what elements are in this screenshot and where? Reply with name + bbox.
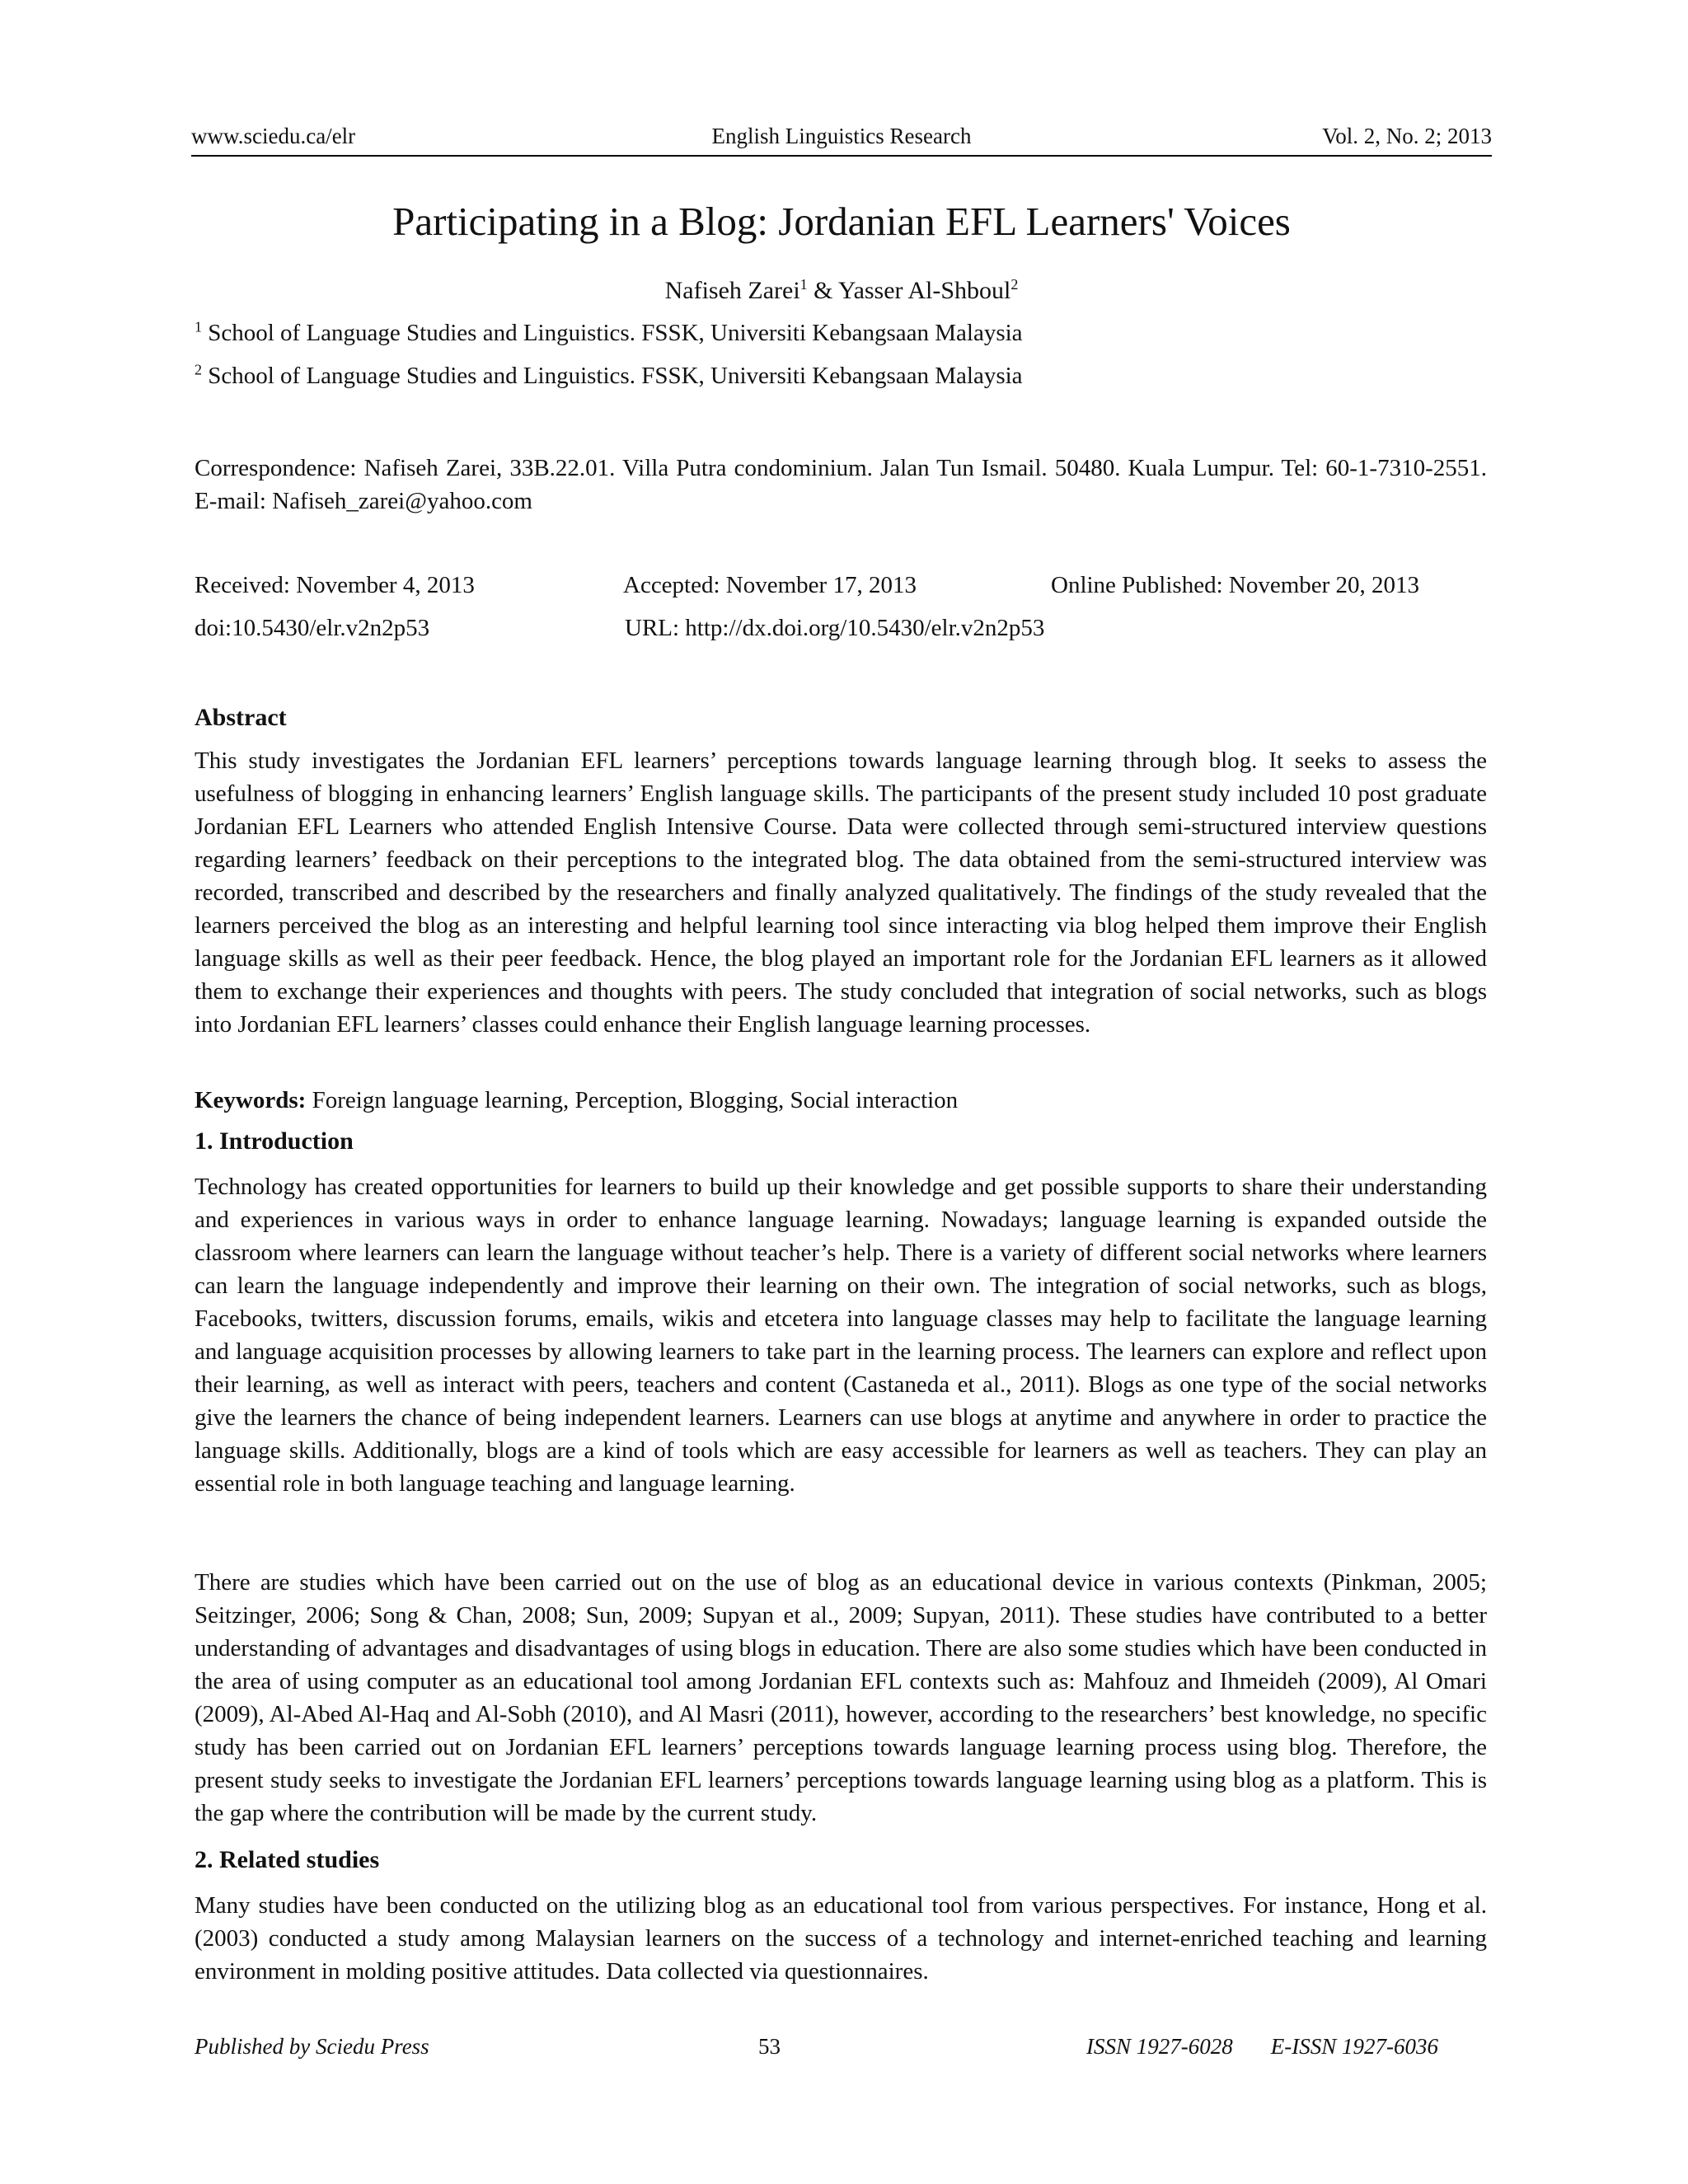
keywords-label: Keywords: <box>195 1087 307 1113</box>
running-header <box>191 122 1492 157</box>
publisher: Published by Sciedu Press <box>195 2034 429 2059</box>
introduction-heading: 1. Introduction <box>195 1127 354 1155</box>
related-studies-heading: 2. Related studies <box>195 1846 380 1873</box>
introduction-paragraph-2: There are studies which have been carried out on the use of blog as an educational device in various contexts (Pinkman, 2005; Seitzinger, 2006; Song & Chan, 2008; Sun, 2009; Supyan et al., 2009; Supyan, 2011). These studies have contributed to a better understanding of advantages and disadvantages of using blogs in education. There are also some studies which have been conducted in the area of using computer as an educational tool among Jordanian EFL contexts such as: Mahfouz and Ihmeideh (2009), Al Omari (2009), Al-Abed Al-Haq and Al-Sobh (2010), and Al Masri (2011), however, according to the researchers’ best knowledge, no specific study has been carried out on Jordanian EFL learners’ perceptions towards language learning process using blog. Therefore, the present study seeks to investigate the Jordanian EFL learners’ perceptions towards language learning using blog as a platform. This is the gap where the contribution will be made by the current study. <box>195 1569 1487 1826</box>
affiliation-1-mark: 1 <box>195 318 202 335</box>
volume-info: Vol. 2, No. 2; 2013 <box>1322 124 1492 148</box>
accepted-date: Accepted: November 17, 2013 <box>623 572 917 598</box>
doi-url[interactable]: URL: http://dx.doi.org/10.5430/elr.v2n2p53 <box>625 615 1045 641</box>
issn-info <box>1086 2034 1438 2060</box>
abstract-heading: Abstract <box>195 704 287 731</box>
correspondence: Correspondence: Nafiseh Zarei, 33B.22.01. Villa Putra condominium. Jalan Tun Ismail. 50480. Kuala Lumpur. Tel: 60-1-7310-2551. E-mail: Nafiseh_zarei@yahoo.com <box>195 455 1487 514</box>
author-line <box>191 277 1492 305</box>
author-1-affiliation-mark: 1 <box>799 276 808 293</box>
author-2: Yasser Al-Shboul <box>837 277 1011 304</box>
introduction-paragraph-1: Technology has created opportunities for learners to build up their knowledge and get possible supports to share their understanding and experiences in various ways in order to enhance language learning. Nowadays; language learning is expanded outside the classroom where learners can learn the language without teacher’s help. There is a variety of different social networks where learners can learn the language independently and improve their learning on their own. The integration of social networks, such as blogs, Facebooks, twitters, discussion forums, emails, wikis and etcetera into language classes may help to facilitate the language learning and language acquisition processes by allowing learners to take part in the learning process. The learners can explore and reflect upon their learning, as well as interact with peers, teachers and content (Castaneda et al., 2011). Blogs as one type of the social networks give the learners the chance of being independent learners. Learners can use blogs at anytime and anywhere in order to practice the language skills. Additionally, blogs are a kind of tools which are easy accessible for learners as well as teachers. They can play an essential role in both language teaching and language learning. <box>195 1174 1487 1497</box>
affiliation-2-mark: 2 <box>195 361 202 378</box>
author-1: Nafiseh Zarei <box>664 277 800 304</box>
affiliation-1 <box>195 320 1023 347</box>
eissn: E-ISSN 1927-6036 <box>1270 2034 1438 2059</box>
affiliation-1-text: School of Language Studies and Linguistics. FSSK, Universiti Kebangsaan Malaysia <box>208 320 1023 346</box>
affiliation-2-text: School of Language Studies and Linguistics. FSSK, Universiti Kebangsaan Malaysia <box>208 363 1023 389</box>
published-date: Online Published: November 20, 2013 <box>1051 572 1420 598</box>
paper-title: Participating in a Blog: Jordanian EFL Learners' Voices <box>392 199 1291 244</box>
affiliation-2 <box>195 363 1023 390</box>
related-studies-paragraph-1: Many studies have been conducted on the utilizing blog as an educational tool from various perspectives. For instance, Hong et al. (2003) conducted a study among Malaysian learners on the success of a technology and internet-enriched teaching and learning environment in molding positive attitudes. Data collected via questionnaires. <box>195 1892 1487 1985</box>
keywords-list: Foreign language learning, Perception, Blogging, Social interaction <box>306 1087 959 1113</box>
keywords <box>195 1084 1487 1117</box>
page-number: 53 <box>758 2034 781 2059</box>
author-2-affiliation-mark: 2 <box>1010 276 1019 293</box>
issn: ISSN 1927-6028 <box>1086 2034 1233 2059</box>
received-date: Received: November 4, 2013 <box>195 572 475 598</box>
author-separator: & <box>807 277 838 304</box>
abstract-text: This study investigates the Jordanian EFL learners’ perceptions towards language learning through blog. It seeks to assess the usefulness of blogging in enhancing learners’ English language skills. The participants of the present study included 10 post graduate Jordanian EFL Learners who attended English Intensive Course. Data were collected through semi-structured interview questions regarding learners’ feedback on their perceptions to the integrated blog. The data obtained from the semi-structured interview was recorded, transcribed and described by the researchers and finally analyzed qualitatively. The findings of the study revealed that the learners perceived the blog as an interesting and helpful learning tool since interacting via blog helped them improve their English language skills as well as their peer feedback. Hence, the blog played an important role for the Jordanian EFL learners as it allowed them to exchange their experiences and thoughts with peers. The study concluded that integration of social networks, such as blogs into Jordanian EFL learners’ classes could enhance their English language learning processes. <box>195 748 1487 1038</box>
doi: doi:10.5430/elr.v2n2p53 <box>195 615 430 641</box>
journal-url[interactable]: www.sciedu.ca/elr <box>191 124 356 148</box>
journal-name: English Linguistics Research <box>711 124 972 148</box>
